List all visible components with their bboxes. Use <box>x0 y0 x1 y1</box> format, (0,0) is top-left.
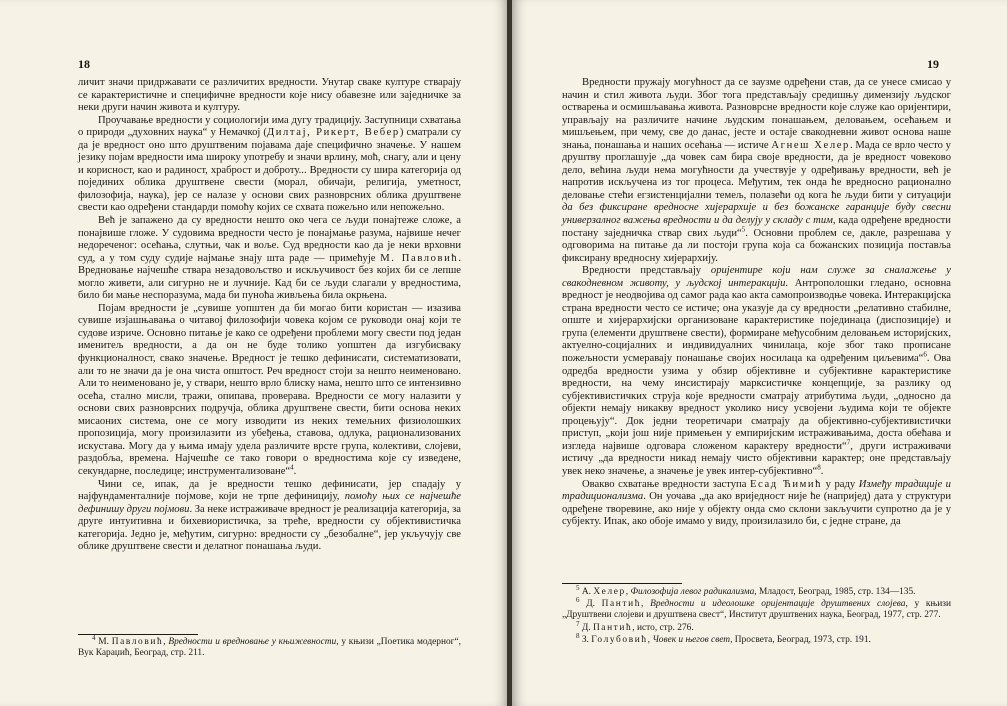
italic-text: Филозофија левог радикализма <box>630 587 755 597</box>
author-name: Есад Ћимић <box>749 478 823 490</box>
footnotes <box>562 583 951 647</box>
footnote: $^6$ Д. Пантић, Вредности и идеолошке оријентације друштвених слојева, у књизи „Друштвени слојеви и друштвена свест“, Институт друштвених наука, Београд, 1977, стр. 277. <box>562 596 951 621</box>
paragraph: Већ је запажено да су вредности нешто око чега се људи понајтеже сложе, а понајвише гложе. У судовима вредности често је понајмање разума, највише нечег недореченог: осећања, слутњи, чак и воље. Суд вредности као да је неки врховни суд, а у том суду судије најмање знају шта раде — примећује М. Павловић. Вредновање најчешће ствара незадовољство и искључивост без којих би се лепше могло живети, али сигурно не и лучније. Кад би се људи слагали у вредностима, било би мање неспоразума, мада би пунoћа живљења била окрњена. <box>78 215 461 302</box>
footnote-marker: 5 <box>741 225 746 234</box>
paragraph: Овакво схватање вредности заступа Есад Ћимић у раду Између традиције и традиционализма. Он уочава „да ако вриједност није ћe (напријед) дата у структури одређене творевине, ако није у објекту онда смо склони закључити супротно да је у субјекту. Ипак, ако обоје имамо у виду, произилазило би, с једне стране, да <box>562 478 951 528</box>
footnote: $^5$ А. Хелер, Филозофија левог радикализма, Младост, Београд, 1985, стр. 134—135. <box>576 583 916 597</box>
footnote-marker: 8 <box>817 463 821 472</box>
author-name: Пантић <box>601 599 642 610</box>
italic-text: оријентире који нам служе за сналажење у свакодневном животу, у људској интеракцији <box>562 265 951 289</box>
author-name: Пантић <box>592 622 633 633</box>
paragraph: Проучавање вредности у социологији има дугу традицију. Заступници схватања о природи „духовних наука“ у Немачкој (Дилтај, Рикерт, Вебер) сматрали су да је вредност оно што друштвеним појавама даје специфично значење. У нашем језику појам вредности има широку употребу и значи врлину, моћ, снагу, али и цену и корисност, као и радиност, храброст и доброту... Вредности су шира категорија од појединих облика друштвене свести (морал, обичаји, религија, уметност, филозофија, наука), јер се налазе у основи свих разноврсних облика друштвене свести као одређени стандарди помоћу којих се схвата пожељно или непожељно. <box>78 114 461 214</box>
right-page <box>512 0 1007 706</box>
body-text <box>78 77 461 554</box>
author-name: Павловић <box>111 637 164 647</box>
footnote-rule <box>78 634 198 635</box>
footnote-marker: 6 <box>576 596 580 605</box>
footnote-marker: 5 <box>576 583 580 592</box>
italic-text: да без фиксиране вредносне хијерархије и без божанске гаранције буду свесни универзалног важења вредности и да делују у складу с тим <box>562 202 951 227</box>
footnote: $^7$ Д. Пантић, исто, стр. 276. <box>576 619 694 633</box>
author-name: Хелер <box>593 587 626 597</box>
paragraph: Појам вредности је „сувише уопштен да би могао бити користан — изазива сувише изјашњавања о читавој филозофији човека којом се руководи онај који те судове изриче. Основно питање је како се одређени проблеми могу свести под један именитељ вредности, а да он не буде толико уопштен да изгубисвaку функционалност, свако значење. Вредност је тешко дефинисати, систематизовати, али то не значи да је она чиста општост. Реч вредност стоји за нешто неименовано. Али то неименовано је, у ствари, нешто врло блиску нама, нешто што се интензивно осећа, стално мисли, тражи, опипава, проверава. Вредности се могу налазити у основи свих разноврсних подручја, облика друштвене свести, бити основа неких мисаоних система, оне се могу изводити из неких темељних физиолошких пропозиција, могу произилазити из убеђења, ставова, одлука, рационализованих искустава. Могу да у њима имају удела различите врсте група, колективи, слојеви, раздобља, времена. Најчешће се тако говори о вредностима које су изведене, секундарне, последице; инструментализоване“$^4$. <box>78 302 461 477</box>
author-name: М. Павловић <box>380 252 459 264</box>
footnote-marker: 8 <box>576 631 580 640</box>
paragraph: личит значи придржавати се различитих вредности. Унутар сваке културе стварају се карактеристичне и специфичне вредности које нису обавезне или заједничке за неки други начин живота и културу. <box>78 77 461 114</box>
italic-text: Вредности и вредновање у књижевности <box>168 637 337 647</box>
footnote-rule <box>562 583 682 584</box>
footnote-marker: 7 <box>576 619 580 628</box>
paragraph: Вредности представљају оријентире који нам служе за сналажење у свакодневном животу, у људској интеракцији. Антрополошки гледано, основна вредност је неодвојива од самог рада као акта самопроизводње човека. Интеракцијска страна вредности често се истиче; она указује да су вредности „релативно стабилне, опште и хијерархијски организоване карактеристике појединаца (диспозиције) и група (елементи друштвене свести), формиране међусобним деловањем историјских, актуелно-социјалних и индивидуалних чинилаца, које због тако прописане пожељности усмеравају понашање својих носилаца ка одређеним циљевима“$^6$. Ова одредба вредности узима у обзир објективне и субјективне карактеристике вредности, на чему инсистирају марксистичке концепције, за разлику од субјективистичких струја које вредности сматрају атрибутима људи, „односно да објекти немају никакву вредност уколико нису усвојени људима који те објекте процењују“. Док једни теоретичари сматрају да објективно-субјективистички приступ, „који још није примењен у емпиријским истраживањима, доста обећава и изгледа највише одговара сложеном карактеру вредности“$^7$, други истраживачи истичу „да вредности никад немају чисто објективни карактер; оне представљају увек неко значење, а значење је увек интер-субјективно“$^8$. <box>562 265 952 477</box>
italic-text: помоћу њих се најчешће дефинишу други појмови <box>78 491 461 515</box>
author-name: Агнеш Хелер <box>771 139 850 151</box>
page-number: 18 <box>78 57 90 71</box>
footnote-marker: 4 <box>92 633 96 642</box>
italic-text: Између традиције и традиционализма <box>562 478 951 503</box>
italic-text: Вредности и идеолошке оријентације друштвених слојева <box>650 599 906 610</box>
page-number: 19 <box>927 57 939 71</box>
footnotes <box>78 633 462 660</box>
paragraph: Вредности пружају могућност да се заузме одређени став, да се унесе смисао у начин и стил живота људи. Због тога представљају средишњу димензију људског остварења и осмишљавања живота. Разноврсне вредности које служе као оријентири, управљају на различите начине људским понашањем, деловањем, осећањем и мишљењем, при чему, све до данас, јесте и остаје свакодневни живот основа наше знања, понашања и наших осећања — истиче Агнеш Хелер. Мада се врло често у друштву проглашује „да човек сам бира своје вредности, да је вредност човеково дело, већина људи нема могућности да учествује у одређивању вредности, већ је напротив искључена из тог процеса. Међутим, тек онда ће вредносно рационално деловање стећи егзистенцијални темељ, полазећи од кога ће људи бити у ситуацији да без фиксиране вредносне хијерархије и без божанске гаранције буду свесни универзалног важења вредности и да делују у складу с тим, када одређене вредности постану заједничка ствар свих људи“$^5$. Основни проблем се, дакле, разрешава у одговорима на питање да ли постоји група која са божанских позиција поставља фиксирану вредносну хијерархију. <box>562 77 951 264</box>
paragraph: Чини се, ипак, да је вредности тешко дефинисати, јер спадају у најфундаменталније појмове, који не трпе дефиницију, помоћу њих се најчешће дефинишу други појмови. За неке истраживаче вредност је реализација категорија, за друге интуитивна и бихевиористичка, за треће, вредности су објективистичка категорија. Једно је, међутим, сигурно: вредности су „безобалне“, јер укључују све облике друштвене свести и делатног понашања људи. <box>78 478 462 553</box>
footnote-marker: 4 <box>290 463 294 472</box>
footnote-marker: 7 <box>846 438 851 447</box>
author-name: Голубовић <box>591 634 648 645</box>
footnote-marker: 6 <box>923 350 927 359</box>
body-text <box>562 77 951 529</box>
author-name: Дилтај, Рикерт, Вебер <box>266 127 400 139</box>
footnote: $^8$ З. Голубовић, Човек и његов свет, Просвета, Београд, 1973, стр. 191. <box>576 631 871 645</box>
italic-text: Човек и његов свет <box>652 634 731 645</box>
footnote: $^4$ М. Павловић, Вредности и вредновање у књижевности, у књизи „Поетика модерног“, Вук Караџић, Београд, стр. 211. <box>78 633 462 659</box>
